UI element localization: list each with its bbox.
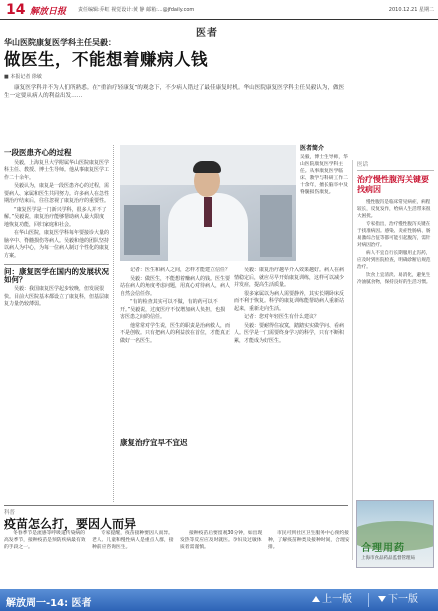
bottom-column	[4, 530, 88, 584]
prev-page-label: 上一版	[322, 594, 352, 605]
paragraph: 很多家属以为病人需要静养，其实长期卧床反而不利于恢复。科学的康复训练能帮助病人重新站起来，重新走向生活。	[234, 290, 345, 312]
doctor-photo	[120, 145, 296, 261]
bottom-column	[180, 530, 264, 584]
paragraph: 病人不宜自行长期服用止泻药，应及时到医院检查，明确诊断后规范治疗。	[357, 251, 431, 270]
article-byline: ■ 本报记者 徐敏	[4, 74, 42, 80]
paragraph: 吴毅：我国康复医学起步较晚，但发展很快。目前大医院基本都设立了康复科，但基层康复力量仍较薄弱。	[4, 286, 110, 307]
paragraph: 接种疫苗后要留观30分钟，如出现发热等反应应及时就医。孕妇及过敏体质者需谨慎。	[180, 531, 263, 550]
article-kicker: 华山医院康复医学科主任吴毅：	[4, 38, 116, 47]
nav-divider	[368, 593, 369, 607]
paragraph: 吴毅：做医生，不能想着赚病人的钱。医生要站在病人的角度考虑问题，用真心对待病人，病人自然会信任你。	[120, 275, 230, 297]
caption-text: 吴毅，博士生导师，华山医院康复医学科主任。从事康复医学临床、教学与科研工作二十余年，擅长脑卒中及脊髓损伤康复。	[300, 155, 348, 195]
caption-title: 医者简介	[300, 145, 325, 152]
section-tag: 医者	[196, 28, 218, 39]
ad-slogan: 合理用药	[361, 543, 405, 554]
next-page-label: 下一版	[388, 594, 418, 605]
next-page-button[interactable]	[378, 592, 418, 608]
newspaper-brand: 解放日报	[30, 7, 67, 17]
paragraph: 专家指出，治疗慢性腹泻关键在于找准病因。感染、炎症性肠病、肠易激综合征等都可能引起腹泻，需针对病因治疗。	[357, 222, 431, 248]
issue-date: 2010.12.21 星期二	[388, 7, 434, 13]
advertisement	[356, 500, 434, 568]
article-headline: 做医生，不能想着赚病人钱	[4, 50, 208, 69]
bottom-column	[92, 530, 176, 584]
bottom-headline: 疫苗怎么打，要因人而异	[4, 517, 137, 531]
column-subheading: 问：康复医学在国内的发展状况如何？	[4, 264, 109, 283]
paragraph: 饮食上宜清淡、易消化，避免生冷油腻食物，保持良好的生活习惯。	[357, 273, 431, 285]
paragraph: 记者：医生和病人之间，怎样才能建立信任？	[130, 267, 230, 273]
sidebar-label: 医话	[357, 160, 434, 171]
paragraph: 记者：您对年轻医生有什么建议？	[244, 314, 320, 320]
bottom-column	[268, 530, 352, 584]
paragraph: 吴毅认为，康复是一段医患齐心的过程，需要病人、家属和医生共同努力。许多病人在急性期治疗结束后，往往忽视了康复治疗的重要性。	[4, 183, 110, 204]
current-page-label: 解放周一-14: 医者	[6, 598, 92, 609]
paragraph: 慢性腹泻是临床常见病症，病程较长，反复发作，给病人生活带来很大困扰。	[357, 200, 431, 219]
paragraph: 吴毅：康复治疗越早介入效果越好。病人在病情稳定后，就应尽早开始康复训练，这样可以减少并发症，提高生活质量。	[234, 267, 345, 288]
page-header	[0, 0, 438, 20]
article-column-3	[234, 267, 348, 502]
bottom-kicker: 科普	[4, 510, 16, 516]
paragraph: “有的检查其实可以不做，有的药可以不开。”吴毅说，过度医疗不仅增加病人负担，也损害医患之间的信任。	[120, 299, 226, 320]
paragraph: 他常常对学生说，医生的职责是治病救人，而不是创收。只有把病人的利益放在首位，才能真正做好一名医生。	[120, 322, 230, 344]
main-article	[4, 37, 348, 502]
column-subheading: 一段医患齐心的过程	[4, 148, 72, 157]
paragraph: 市民可到社区卫生服务中心预约接种，了解疫苗种类及接种时间，合理安排。	[268, 531, 350, 550]
sidebar-body	[357, 199, 434, 489]
editor-meta: 责任编辑:乔虹 视觉设计:黄 静 邮箱:...@jfdaily.com	[78, 7, 195, 13]
arrow-down-icon	[378, 596, 386, 602]
paragraph: 吴毅：要耐得住寂寞，踏踏实实做学问、看病人。医学是一门需要终身学习的科学，只有不断积累，才能成为好医生。	[234, 322, 345, 344]
paragraph: 在华山医院，康复医学科每年要接诊大量的脑卒中、脊髓损伤等病人。吴毅和他的团队坚持以病人为中心，为每一位病人制订个性化的康复方案。	[4, 230, 110, 259]
page-number: 14	[6, 2, 26, 18]
paragraph: 吴毅，上海复旦大学附属华山医院康复医学科主任、教授、博士生导师。他从事康复医学工作二十余年。	[4, 159, 110, 181]
paragraph: 冬春季节是流感等呼吸道传染病的高发季节，接种疫苗是预防疾病最有效的手段之一。	[4, 531, 86, 550]
article-lead: 康复医学科并不为人们所熟悉。在“重治疗轻康复”的观念下，不少病人错过了最佳康复时机。华山医院康复医学科主任吴毅认为，做医生一定要从病人的利益出发……	[4, 85, 345, 99]
column-subheading: 康复治疗宜早不宜迟	[120, 435, 230, 448]
prev-page-button[interactable]	[312, 592, 352, 608]
article-column-2	[120, 267, 230, 502]
photo-caption	[300, 145, 348, 196]
article-column-1	[4, 145, 114, 502]
paragraph: 专家提醒，疫苗接种要因人而异。老人、儿童和慢性病人是重点人群，接种前应咨询医生。	[92, 531, 174, 550]
paragraph: “康复医学是一门新兴学科，很多人并不了解。”吴毅说，康复治疗能够帮助病人最大限度地恢复功能，回归家庭和社会。	[4, 206, 107, 228]
arrow-up-icon	[312, 596, 320, 602]
sidebar-title: 治疗慢性腹泻关键要找病因	[357, 175, 429, 194]
ad-organization: 上海市食品药品监督管理局	[361, 556, 415, 561]
bottom-article	[4, 505, 348, 585]
page-nav-bar	[0, 589, 438, 611]
